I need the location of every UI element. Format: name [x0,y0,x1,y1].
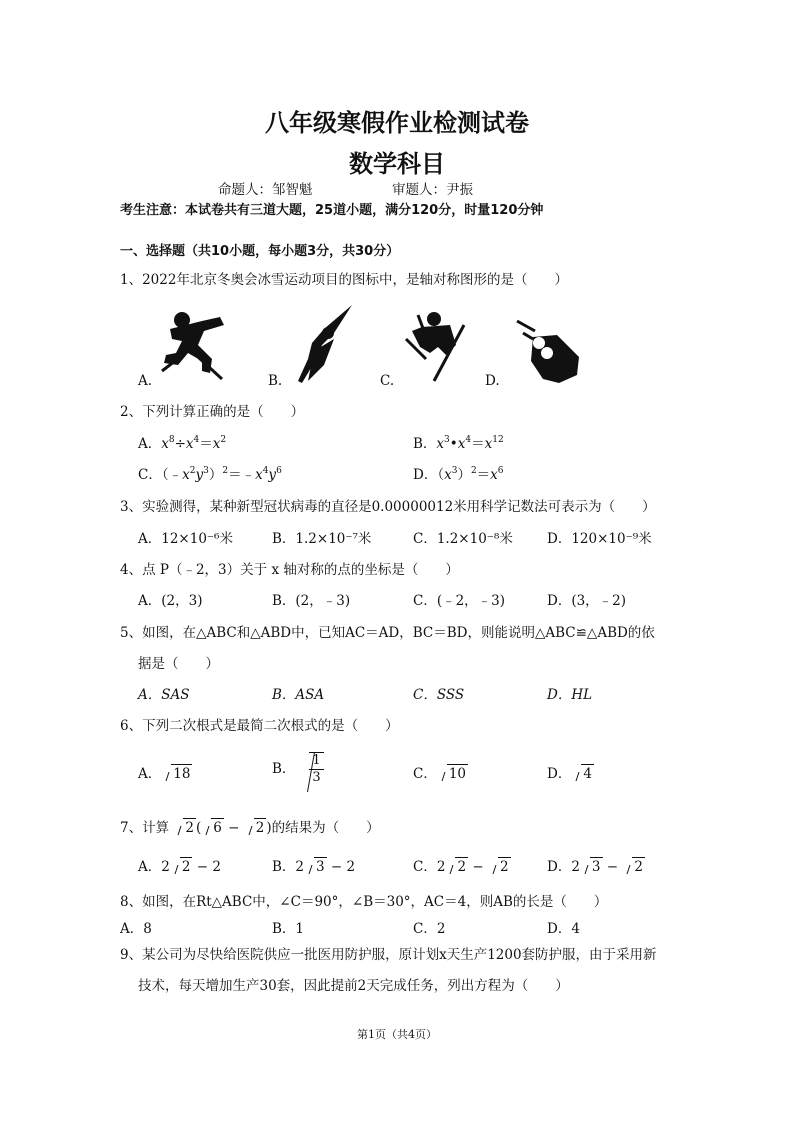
author-label: 命题人：邹智魁 [218,182,313,198]
q4-option-a: A．(2，3) [138,593,203,609]
q7-option-c: C．2 2 − 2 [413,859,509,875]
q2-option-d: D．$(x^3)^2=x^6$ [413,466,504,483]
exam-notice: 考生注意：本试卷共有三道大题，25道小题，满分120分，时量120分钟 [120,203,544,218]
q5-stem-line2: 据是（ ） [138,656,219,672]
reviewer-label: 审题人：尹振 [392,182,473,198]
q4-option-d: D．(3，﹣2) [547,593,627,609]
q9-stem-line1: 9、某公司为尽快给医院供应一批医用防护服，原计划x天生产1200套防护服，由于采用新 [120,947,657,963]
q9-stem-line2: 技术，每天增加生产30套，因此提前2天完成任务，列出方程为（ ） [138,978,569,994]
subject-title: 数学科目 [349,150,445,178]
q6-option-d: D． 4 [547,766,592,782]
page-number: 第1页（共4页） [357,1028,437,1041]
q2-option-c: C．$(﹣x^2y^3)^2=﹣x^4y^6$ [138,466,282,483]
q3-option-d: D．120×10⁻⁹米 [547,531,652,547]
q1-stem: 1、2022年北京冬奥会冰雪运动项目的图标中，是轴对称图形的是（ ） [120,272,568,288]
q3-stem: 3、实验测得，某种新型冠状病毒的直径是0.00000012米用科学记数法可表示为（ ） [120,499,656,515]
q7-option-b: B．2 3 − 2 [272,859,356,875]
q5-option-b: B．ASA [272,687,325,703]
q1-option-c: C. [380,373,395,389]
q8-option-b: B．1 [272,921,305,937]
q6-option-c: C． 10 [413,766,467,782]
q3-option-b: B．1.2×10⁻⁷米 [272,531,372,547]
q5-option-c: C．SSS [413,687,465,703]
q5-option-d: D．HL [547,687,593,703]
q4-stem: 4、点 P（﹣2，3）关于 x 轴对称的点的坐标是（ ） [120,562,459,578]
section-heading: 一、选择题（共10小题，每小题3分，共30分） [120,244,400,259]
q2-stem: 2、下列计算正确的是（ ） [120,404,305,420]
q7-option-d: D．2 3 − 2 [547,859,644,875]
q1-option-a: A. [138,373,153,389]
q5-option-a: A．SAS [138,687,190,703]
ski-jumper-icon [404,311,470,383]
bobsleigh-icon [513,317,585,385]
q6-stem: 6、下列二次根式是最简二次根式的是（ ） [120,718,399,734]
q6-option-a: A． 18 [138,766,191,782]
q8-option-c: C．2 [413,921,446,937]
q6-option-b: B． $\frac{1}{3}$ [272,752,324,786]
q4-option-c: C．(﹣2，﹣3) [413,593,506,609]
q8-option-a: A．8 [120,921,152,937]
q1-option-d: D. [485,373,500,389]
q2-option-b: B．$x^3•x^4=x^{12}$ [413,435,504,452]
q1-option-b: B. [268,373,283,389]
q4-option-b: B．(2，﹣3) [272,593,351,609]
q7-stem: 7、计算 2 ( 6 − 2 )的结果为（ ） [120,820,380,836]
speed-skater-icon [294,303,356,385]
q7-option-a: A．2 2 − 2 [138,859,221,875]
q2-option-a: A．$x^8\div x^4=x^2$ [138,435,227,452]
skier-hurdle-icon [158,307,230,381]
q8-option-d: D．4 [547,921,580,937]
q3-option-c: C．1.2×10⁻⁸米 [413,531,513,547]
exam-title: 八年级寒假作业检测试卷 [265,109,529,137]
q8-stem: 8、如图，在Rt△ABC中，∠C＝90°，∠B＝30°，AC＝4，则AB的长是（ ） [120,894,608,910]
q5-stem-line1: 5、如图，在△ABC和△ABD中，已知AC＝AD，BC＝BD，则能说明△ABC≌△ABD的依 [120,625,655,641]
q3-option-a: A．12×10⁻⁶米 [138,531,233,547]
